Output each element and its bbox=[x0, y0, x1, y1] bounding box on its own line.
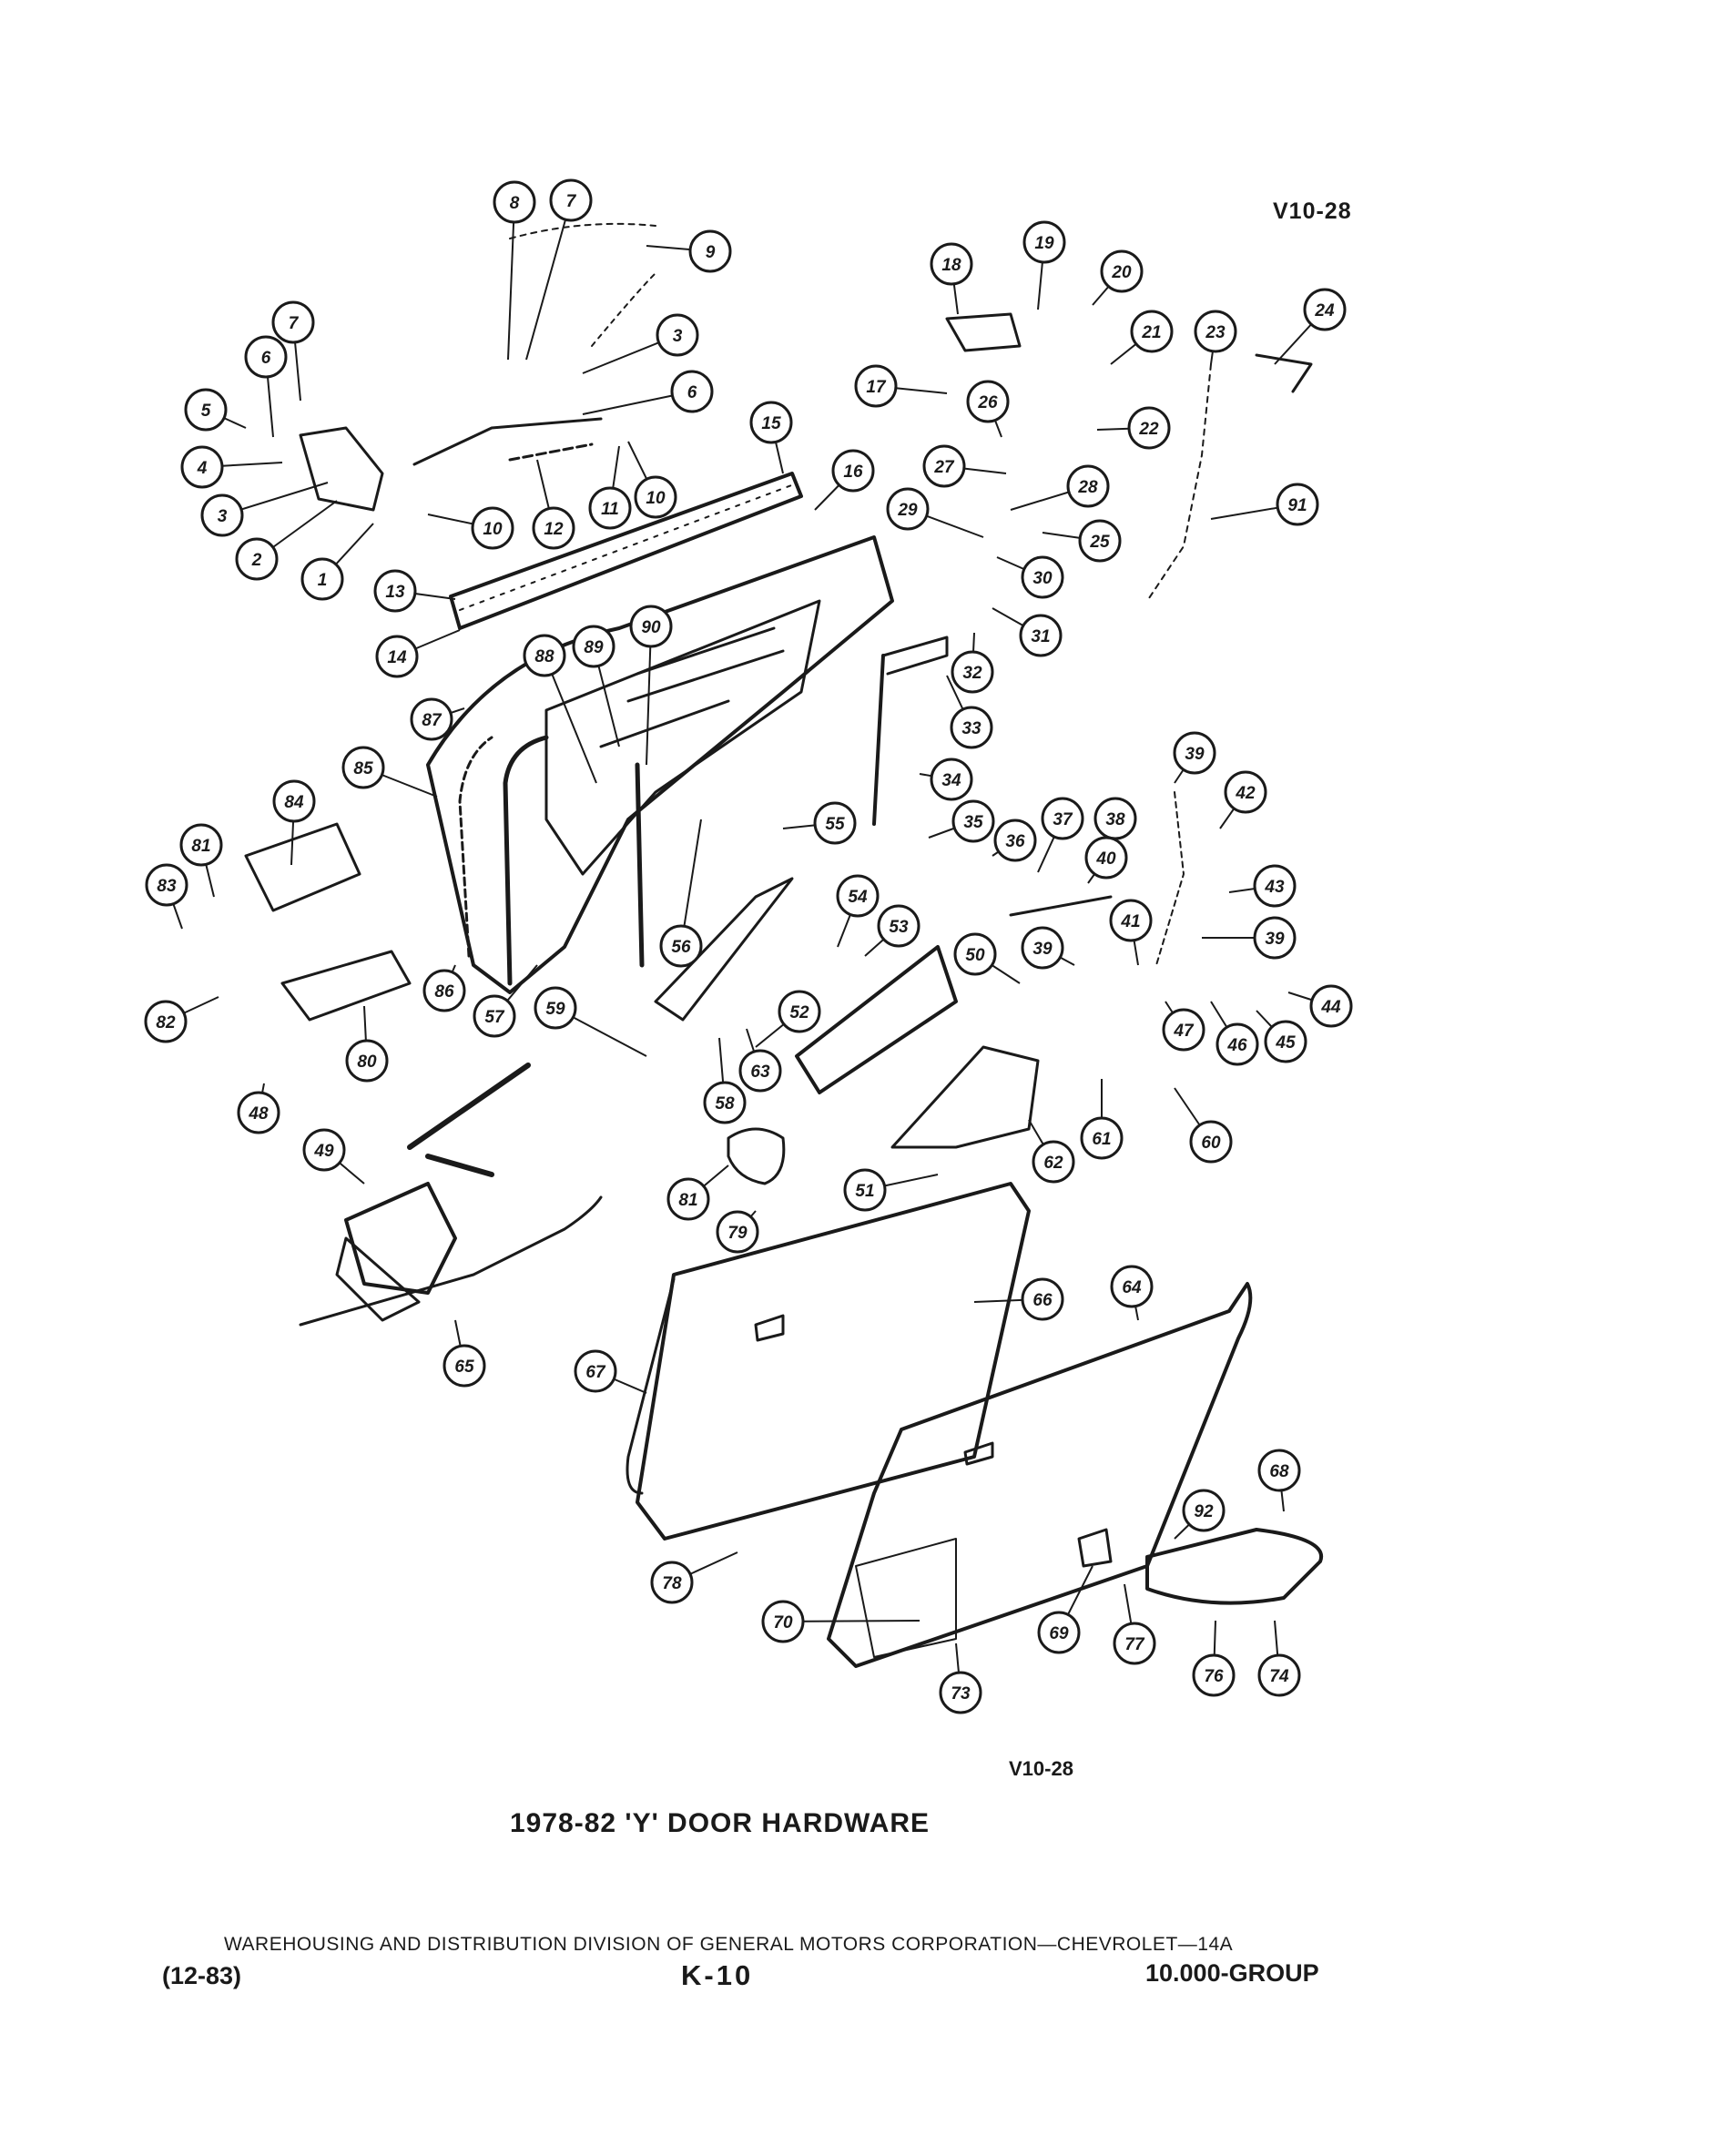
callout-number: 11 bbox=[601, 500, 619, 519]
callout-number: 21 bbox=[1142, 323, 1162, 342]
callout-number: 3 bbox=[217, 507, 228, 526]
callout-91 bbox=[1211, 484, 1317, 524]
callout-layer bbox=[146, 180, 1351, 1713]
footer-page-number: K-10 bbox=[681, 1959, 754, 1991]
callout-32 bbox=[952, 633, 992, 692]
callout-22 bbox=[1097, 408, 1169, 448]
glass-run-arc bbox=[592, 273, 656, 346]
callout-16 bbox=[815, 451, 873, 510]
callout-56 bbox=[661, 819, 701, 966]
callout-63 bbox=[740, 1029, 780, 1091]
callout-78 bbox=[652, 1552, 737, 1602]
callout-number: 78 bbox=[662, 1574, 682, 1593]
footer-date-code: (12-83) bbox=[162, 1962, 242, 1989]
callout-50 bbox=[955, 934, 1020, 983]
callout-number: 35 bbox=[963, 813, 983, 832]
callout-80 bbox=[347, 1006, 387, 1081]
callout-28 bbox=[1011, 466, 1108, 510]
callout-74 bbox=[1259, 1621, 1299, 1695]
callout-41 bbox=[1111, 900, 1151, 965]
callout-number: 32 bbox=[962, 664, 982, 683]
callout-37 bbox=[1038, 798, 1083, 872]
callout-number: 38 bbox=[1105, 810, 1125, 829]
callout-number: 66 bbox=[1032, 1291, 1053, 1310]
callout-number: 8 bbox=[509, 194, 520, 213]
callout-43 bbox=[1229, 866, 1295, 906]
callout-number: 7 bbox=[288, 314, 299, 333]
callout-number: 2 bbox=[251, 551, 262, 570]
callout-number: 3 bbox=[672, 327, 683, 346]
callout-number: 1 bbox=[317, 571, 328, 590]
callout-number: 76 bbox=[1204, 1667, 1224, 1686]
callout-number: 28 bbox=[1078, 478, 1098, 497]
callout-number: 56 bbox=[671, 938, 691, 957]
callout-number: 37 bbox=[1053, 810, 1073, 829]
callout-76 bbox=[1194, 1621, 1234, 1695]
callout-number: 84 bbox=[284, 793, 304, 812]
callout-14 bbox=[377, 630, 460, 676]
callout-number: 50 bbox=[965, 946, 985, 965]
callout-number: 4 bbox=[197, 459, 208, 478]
callout-87 bbox=[412, 699, 464, 739]
callout-number: 17 bbox=[866, 378, 886, 397]
callout-number: 18 bbox=[941, 256, 961, 275]
callout-number: 90 bbox=[641, 618, 661, 637]
callout-number: 25 bbox=[1090, 533, 1110, 552]
callout-number: 47 bbox=[1174, 1022, 1194, 1041]
callout-64 bbox=[1112, 1266, 1152, 1320]
callout-number: 6 bbox=[687, 383, 697, 402]
callout-number: 7 bbox=[565, 192, 576, 211]
callout-67 bbox=[575, 1351, 646, 1393]
callout-29 bbox=[888, 489, 983, 537]
callout-number: 81 bbox=[678, 1191, 698, 1210]
callout-number: 68 bbox=[1269, 1462, 1289, 1481]
callout-number: 31 bbox=[1031, 627, 1051, 646]
callout-15 bbox=[751, 402, 791, 473]
callout-61 bbox=[1082, 1079, 1122, 1158]
door-trim-panel-2 bbox=[829, 1284, 1250, 1666]
callout-number: 16 bbox=[843, 463, 863, 482]
callout-36 bbox=[992, 820, 1035, 860]
callout-number: 43 bbox=[1265, 878, 1285, 897]
callout-8 bbox=[494, 182, 534, 360]
weatherstrip-short bbox=[510, 444, 592, 460]
callout-number: 40 bbox=[1096, 849, 1116, 869]
trim-pocket bbox=[856, 1539, 956, 1657]
diagram-code-top: V10-28 bbox=[1273, 198, 1352, 224]
callout-79 bbox=[717, 1211, 758, 1252]
callout-21 bbox=[1111, 311, 1172, 364]
callout-number: 82 bbox=[156, 1013, 176, 1032]
rear-rod-chain bbox=[1147, 364, 1211, 601]
callout-number: 20 bbox=[1112, 263, 1132, 282]
callout-66 bbox=[974, 1279, 1063, 1319]
callout-number: 9 bbox=[705, 243, 716, 262]
callout-10 bbox=[628, 442, 676, 517]
lock-rod bbox=[1011, 897, 1111, 915]
callout-10 bbox=[428, 508, 513, 548]
regulator-lift-arm bbox=[410, 1065, 528, 1175]
callout-39 bbox=[1202, 918, 1295, 958]
callout-number: 39 bbox=[1265, 930, 1285, 949]
callout-number: 58 bbox=[715, 1094, 735, 1114]
callout-number: 53 bbox=[889, 918, 909, 937]
callout-83 bbox=[147, 865, 187, 929]
callout-85 bbox=[343, 747, 437, 797]
callout-number: 22 bbox=[1139, 420, 1159, 439]
door-trim-panel-1 bbox=[637, 1184, 1029, 1539]
callout-4 bbox=[182, 447, 282, 487]
callout-number: 29 bbox=[898, 501, 918, 520]
guide-rod bbox=[874, 656, 883, 824]
callout-86 bbox=[424, 965, 464, 1011]
callout-59 bbox=[535, 988, 646, 1056]
trim-handle-cup bbox=[1079, 1530, 1111, 1566]
callout-number: 63 bbox=[750, 1063, 770, 1082]
callout-47 bbox=[1164, 1002, 1204, 1050]
trim-cutout bbox=[756, 1316, 783, 1340]
window-frame-arc bbox=[510, 224, 656, 239]
callout-20 bbox=[1093, 251, 1142, 305]
callout-number: 5 bbox=[200, 402, 211, 421]
callout-number: 89 bbox=[584, 638, 604, 657]
callout-84 bbox=[274, 781, 314, 865]
callout-number: 87 bbox=[422, 711, 442, 730]
callout-number: 6 bbox=[260, 349, 271, 368]
callout-number: 10 bbox=[646, 489, 666, 508]
footer-publisher-line: WAREHOUSING AND DISTRIBUTION DIVISION OF GENERAL MOTORS CORPORATION—CHEVROLET—14A bbox=[224, 1934, 1234, 1955]
callout-46 bbox=[1211, 1002, 1257, 1064]
callout-number: 86 bbox=[434, 982, 454, 1002]
callout-81 bbox=[668, 1165, 728, 1219]
callout-number: 83 bbox=[157, 877, 177, 896]
callout-number: 85 bbox=[353, 759, 373, 778]
callout-35 bbox=[929, 801, 993, 841]
callout-leader-line bbox=[526, 200, 571, 360]
latch-cover bbox=[797, 947, 956, 1093]
window-regulator bbox=[346, 1184, 455, 1293]
callout-6 bbox=[246, 337, 286, 437]
callout-70 bbox=[763, 1602, 920, 1642]
callout-number: 55 bbox=[825, 815, 845, 834]
callout-number: 88 bbox=[534, 647, 554, 666]
callout-number: 41 bbox=[1121, 912, 1141, 931]
callout-68 bbox=[1259, 1450, 1299, 1511]
door-inner-panel bbox=[428, 537, 892, 992]
callout-number: 49 bbox=[314, 1142, 334, 1161]
callout-34 bbox=[920, 759, 971, 799]
callout-number: 52 bbox=[789, 1003, 809, 1022]
callout-27 bbox=[924, 446, 1006, 486]
callout-number: 70 bbox=[773, 1613, 793, 1632]
callout-58 bbox=[705, 1038, 745, 1123]
callout-number: 42 bbox=[1236, 784, 1256, 803]
callout-62 bbox=[1029, 1120, 1073, 1182]
callout-number: 36 bbox=[1005, 832, 1025, 851]
callout-1 bbox=[302, 524, 373, 599]
callout-number: 61 bbox=[1092, 1130, 1112, 1149]
callout-6 bbox=[583, 371, 712, 414]
striker-bracket bbox=[947, 314, 1020, 351]
callout-number: 24 bbox=[1315, 301, 1335, 320]
callout-number: 23 bbox=[1205, 323, 1226, 342]
callout-number: 59 bbox=[545, 1000, 565, 1019]
callout-25 bbox=[1043, 521, 1120, 561]
door-panel-ribs bbox=[601, 628, 783, 747]
callout-number: 33 bbox=[961, 719, 982, 738]
latch-plate bbox=[892, 1047, 1038, 1147]
callout-55 bbox=[783, 803, 855, 843]
weatherstrip-upper bbox=[414, 419, 601, 464]
callout-number: 39 bbox=[1185, 745, 1205, 764]
callout-23 bbox=[1195, 311, 1236, 364]
callout-52 bbox=[756, 992, 819, 1047]
callout-number: 45 bbox=[1276, 1033, 1296, 1053]
callout-9 bbox=[646, 231, 730, 271]
callout-number: 74 bbox=[1269, 1667, 1289, 1686]
lock-link bbox=[1156, 792, 1184, 965]
callout-number: 79 bbox=[727, 1224, 748, 1243]
guide-rod-bracket bbox=[883, 637, 947, 674]
footer-group: 10.000-GROUP bbox=[1145, 1959, 1319, 1987]
callout-number: 12 bbox=[544, 520, 564, 539]
callout-3 bbox=[202, 483, 328, 535]
callout-18 bbox=[931, 244, 971, 314]
handle-bracket bbox=[246, 824, 360, 910]
callout-40 bbox=[1086, 838, 1126, 883]
rear-bracket bbox=[1256, 355, 1311, 392]
callout-number: 57 bbox=[484, 1008, 504, 1027]
callout-number: 51 bbox=[855, 1182, 875, 1201]
callout-number: 92 bbox=[1194, 1502, 1214, 1521]
callout-number: 48 bbox=[249, 1104, 269, 1124]
callout-89 bbox=[574, 626, 619, 747]
hinge-upper bbox=[300, 428, 382, 510]
callout-51 bbox=[845, 1170, 938, 1210]
callout-57 bbox=[474, 965, 537, 1036]
callout-45 bbox=[1256, 1011, 1306, 1062]
power-cable bbox=[300, 1197, 601, 1325]
callout-77 bbox=[1114, 1584, 1154, 1663]
callout-number: 65 bbox=[454, 1358, 474, 1377]
callout-number: 46 bbox=[1227, 1036, 1247, 1055]
callout-12 bbox=[534, 460, 574, 548]
callout-60 bbox=[1175, 1088, 1231, 1162]
callout-39 bbox=[1175, 733, 1215, 783]
armrest bbox=[1147, 1530, 1321, 1603]
callout-48 bbox=[239, 1083, 279, 1133]
callout-90 bbox=[631, 606, 671, 765]
trim-edge-cord bbox=[627, 1279, 674, 1493]
callout-69 bbox=[1039, 1566, 1093, 1653]
callout-24 bbox=[1275, 290, 1345, 364]
regulator-motor bbox=[337, 1238, 419, 1320]
callout-number: 67 bbox=[585, 1363, 605, 1382]
callout-19 bbox=[1024, 222, 1064, 310]
callout-3 bbox=[583, 315, 697, 373]
callout-49 bbox=[304, 1130, 364, 1184]
glass-run-channel bbox=[505, 737, 546, 983]
callout-42 bbox=[1220, 772, 1266, 829]
callout-5 bbox=[186, 390, 246, 430]
speaker-bezel bbox=[728, 1129, 784, 1184]
callout-39 bbox=[1022, 928, 1074, 968]
water-deflector bbox=[282, 951, 410, 1020]
callout-number: 14 bbox=[387, 648, 407, 667]
callout-30 bbox=[997, 557, 1063, 597]
callout-54 bbox=[838, 876, 878, 947]
callout-31 bbox=[992, 608, 1061, 656]
callout-number: 62 bbox=[1043, 1154, 1063, 1173]
callout-number: 27 bbox=[934, 458, 954, 477]
callout-82 bbox=[146, 997, 219, 1042]
page-title: 1978-82 'Y' DOOR HARDWARE bbox=[510, 1808, 931, 1838]
callout-number: 44 bbox=[1321, 998, 1341, 1017]
callout-13 bbox=[375, 571, 455, 611]
trim-switch bbox=[965, 1443, 992, 1464]
callout-number: 91 bbox=[1287, 496, 1307, 515]
callout-53 bbox=[865, 906, 919, 956]
callout-number: 80 bbox=[357, 1053, 377, 1072]
callout-7 bbox=[526, 180, 591, 360]
callout-number: 77 bbox=[1124, 1635, 1144, 1654]
diagram-code-bottom: V10-28 bbox=[1009, 1757, 1073, 1780]
callout-number: 60 bbox=[1201, 1134, 1221, 1153]
callout-92 bbox=[1175, 1490, 1224, 1539]
callout-73 bbox=[941, 1643, 981, 1713]
callout-number: 13 bbox=[385, 583, 405, 602]
callout-number: 81 bbox=[191, 837, 211, 856]
callout-number: 54 bbox=[848, 888, 868, 907]
callout-26 bbox=[968, 381, 1008, 437]
callout-number: 64 bbox=[1122, 1278, 1142, 1297]
rear-channel bbox=[637, 765, 642, 965]
callout-17 bbox=[856, 366, 947, 406]
callout-number: 15 bbox=[761, 414, 781, 433]
callout-number: 39 bbox=[1032, 940, 1053, 959]
callout-leader-line bbox=[508, 202, 514, 360]
callout-number: 30 bbox=[1032, 569, 1053, 588]
callout-number: 19 bbox=[1034, 234, 1054, 253]
callout-number: 26 bbox=[978, 393, 998, 412]
callout-11 bbox=[590, 446, 630, 528]
callout-65 bbox=[444, 1320, 484, 1386]
callout-44 bbox=[1288, 986, 1351, 1026]
callout-number: 73 bbox=[951, 1684, 971, 1703]
callout-number: 10 bbox=[483, 520, 503, 539]
callout-number: 34 bbox=[941, 771, 961, 790]
callout-number: 69 bbox=[1049, 1624, 1069, 1643]
